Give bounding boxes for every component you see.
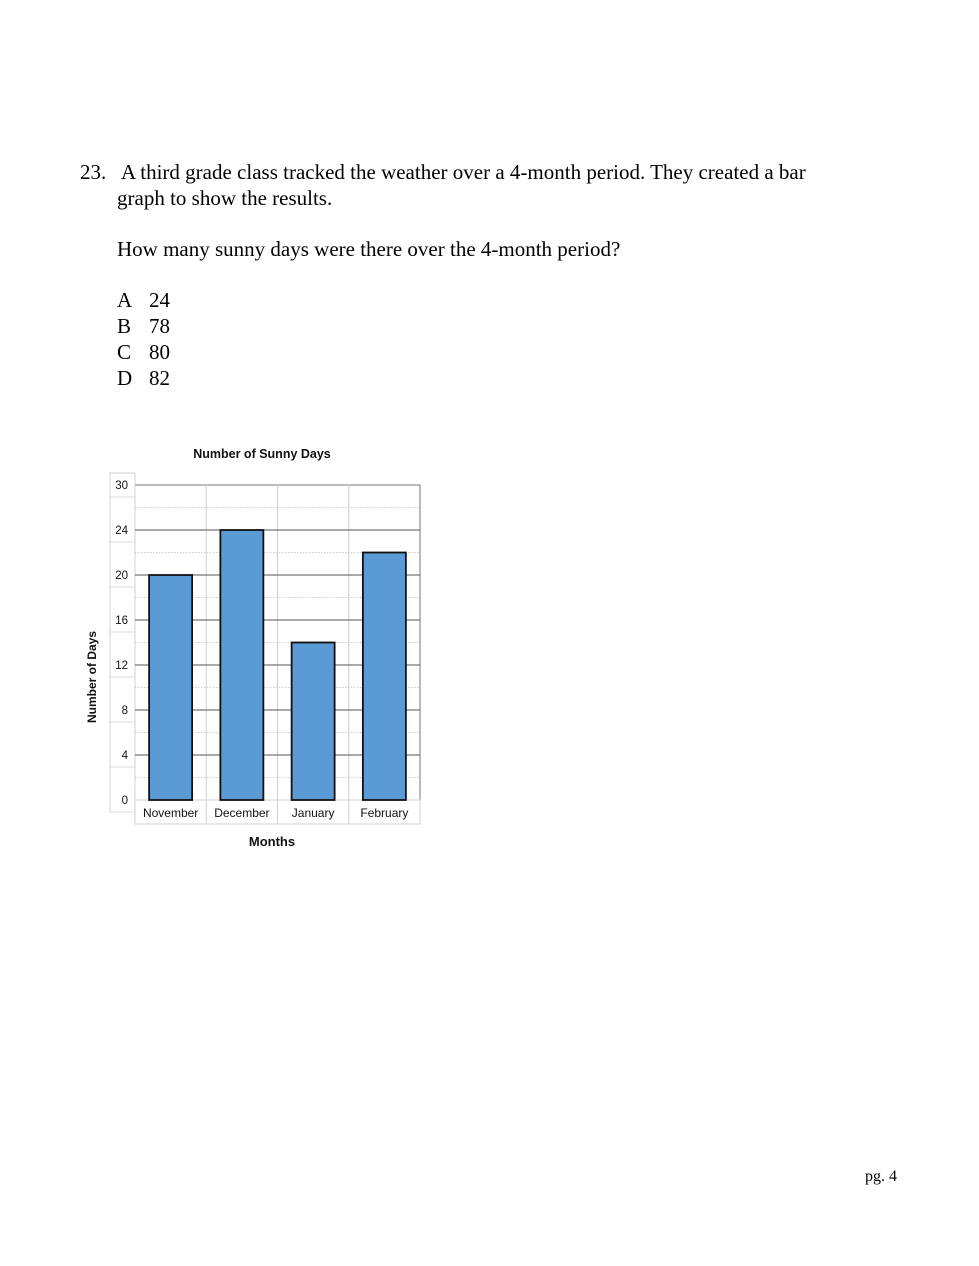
choice-c — [117, 339, 170, 365]
question-text-line-2: graph to show the results. — [117, 186, 333, 210]
question-text-line-1: A third grade class tracked the weather over a 4-month period. They created a bar — [121, 160, 806, 184]
x-tick-label: February — [360, 806, 409, 820]
y-tick-label: 8 — [121, 705, 128, 717]
chart-title: Number of Sunny Days — [193, 447, 331, 461]
x-tick-label: December — [214, 806, 270, 820]
y-tick-label: 4 — [121, 750, 128, 762]
chart-x-axis-label: Months — [248, 834, 296, 849]
page-number: pg. 4 — [865, 1168, 897, 1185]
question-prompt: How many sunny days were there over the 4-month period? — [117, 237, 621, 261]
choice-letter: A — [117, 288, 133, 312]
bar-january — [292, 643, 335, 801]
sunny-days-bar-chart — [80, 440, 440, 860]
y-tick-label: 16 — [115, 615, 128, 627]
choice-value: 80 — [149, 340, 170, 364]
choice-letter: C — [117, 340, 132, 364]
question-number: 23. — [80, 160, 107, 184]
x-tick-label: November — [142, 806, 199, 820]
chart-y-axis-label: Number of Days — [85, 630, 99, 724]
bar-november — [149, 575, 192, 800]
y-tick-label: 24 — [115, 525, 128, 537]
chart-x-ticks — [143, 806, 408, 820]
choice-d — [117, 365, 170, 391]
chart-y-ticks — [110, 480, 135, 812]
y-tick-label: 12 — [115, 660, 128, 672]
y-tick-label: 20 — [115, 570, 128, 582]
choice-value: 78 — [149, 314, 170, 338]
choice-letter: D — [117, 366, 133, 390]
y-tick-label: 0 — [121, 795, 128, 807]
choice-a — [117, 287, 170, 313]
choice-value: 82 — [149, 366, 170, 390]
choice-value: 24 — [149, 288, 170, 312]
choice-b — [117, 313, 170, 339]
bar-december — [220, 530, 263, 800]
x-tick-label: January — [291, 806, 335, 820]
choice-letter: B — [117, 314, 132, 338]
bar-february — [363, 553, 406, 801]
y-tick-label: 30 — [115, 480, 128, 492]
